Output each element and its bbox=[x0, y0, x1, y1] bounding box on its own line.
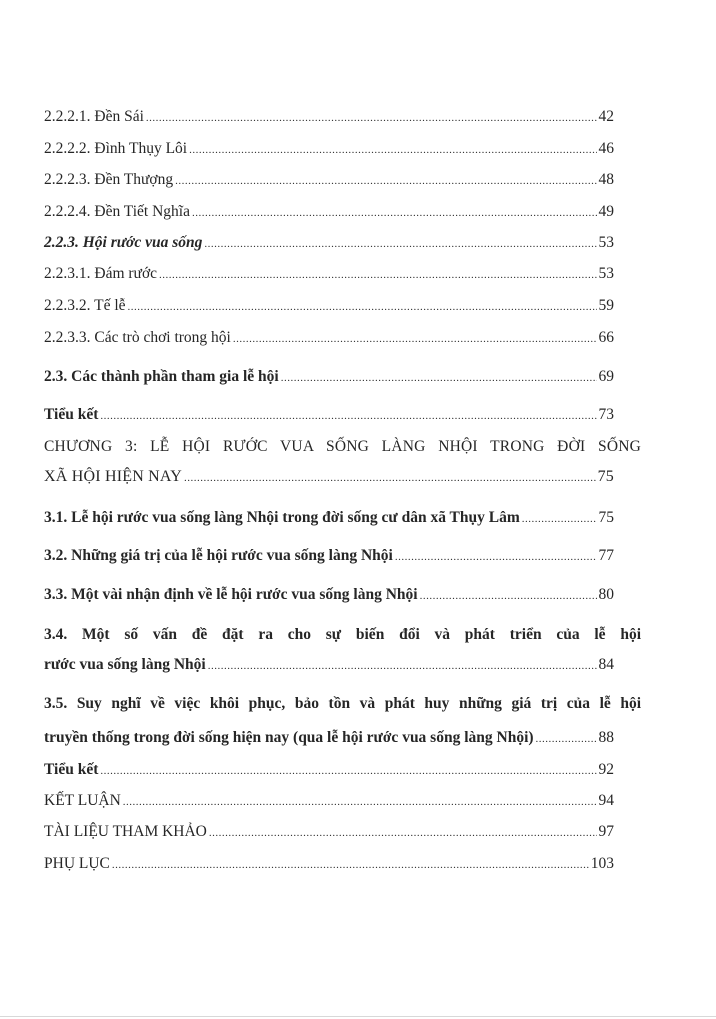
dot-leader bbox=[204, 234, 596, 254]
toc-page-number: 75 bbox=[597, 468, 614, 485]
toc-page-number: 94 bbox=[598, 792, 614, 809]
chapter-heading bbox=[44, 467, 614, 488]
toc-page-number: 46 bbox=[598, 140, 614, 157]
toc-page-number: 88 bbox=[598, 729, 614, 746]
toc-entry-section bbox=[44, 546, 614, 567]
toc-entry-appendix bbox=[44, 854, 614, 875]
toc-page-number: 75 bbox=[598, 509, 614, 526]
toc-entry-references bbox=[44, 822, 614, 843]
dot-leader bbox=[395, 547, 597, 567]
dot-leader bbox=[208, 656, 597, 676]
dot-leader bbox=[146, 108, 597, 128]
dot-leader bbox=[536, 729, 597, 749]
dot-leader bbox=[192, 203, 597, 223]
toc-entry-summary bbox=[44, 760, 614, 781]
toc-entry-title: Tiểu kết bbox=[44, 406, 99, 423]
dot-leader bbox=[189, 140, 596, 160]
dot-leader bbox=[159, 265, 596, 285]
dot-leader bbox=[184, 468, 596, 488]
toc-page-number: 49 bbox=[598, 203, 614, 220]
toc-entry-title: 2.2.2.3. Đền Thượng bbox=[44, 171, 174, 188]
toc-page-number: 69 bbox=[598, 368, 614, 385]
dot-leader bbox=[123, 792, 597, 812]
dot-leader bbox=[209, 823, 597, 843]
toc-entry bbox=[44, 139, 614, 160]
toc-entry-title: 2.2.3. Hội rước vua sống bbox=[44, 234, 203, 251]
toc-entry-title: 2.2.3.1. Đám rước bbox=[44, 265, 158, 282]
toc-entry-title: 3.2. Những giá trị của lễ hội rước vua sống làng Nhội bbox=[44, 547, 393, 564]
toc-entry-title: truyền thống trong đời sống hiện nay (qua lễ hội rước vua sống làng Nhội) bbox=[44, 729, 534, 746]
dot-leader bbox=[522, 509, 597, 529]
toc-entry-title: 2.3. Các thành phần tham gia lễ hội bbox=[44, 368, 279, 385]
toc-entry-title: 2.2.2.4. Đền Tiết Nghĩa bbox=[44, 203, 190, 220]
toc-entry bbox=[44, 296, 614, 317]
toc-page-number: 59 bbox=[598, 297, 614, 314]
toc-entry-title: rước vua sống làng Nhội bbox=[44, 656, 206, 673]
toc-entry-conclusion bbox=[44, 791, 614, 812]
toc-entry-section bbox=[44, 585, 614, 606]
toc-entry-title: TÀI LIỆU THAM KHẢO bbox=[44, 823, 207, 840]
toc-entry-title: 2.2.2.2. Đình Thụy Lôi bbox=[44, 140, 188, 157]
dot-leader bbox=[100, 406, 596, 426]
toc-entry bbox=[44, 170, 614, 191]
toc-entry bbox=[44, 202, 614, 223]
toc-page-number: 42 bbox=[598, 108, 614, 125]
toc-entry bbox=[44, 328, 614, 349]
toc-page-number: 92 bbox=[598, 761, 614, 778]
toc-entry-title: 2.2.3.2. Tế lễ bbox=[44, 297, 126, 314]
toc-entry-title: PHỤ LỤC bbox=[44, 855, 110, 872]
dot-leader bbox=[281, 368, 597, 388]
toc-entry-title: XÃ HỘI HIỆN NAY bbox=[44, 468, 182, 485]
toc-page-number: 66 bbox=[598, 329, 614, 346]
toc-page-number: 53 bbox=[598, 265, 614, 282]
dot-leader bbox=[420, 586, 597, 606]
chapter-heading-line1: CHƯƠNG 3: LỄ HỘI RƯỚC VUA SỐNG LÀNG NHỘI TRONG ĐỜI SỐNG bbox=[44, 438, 641, 455]
toc-entry-section bbox=[44, 508, 614, 529]
toc-entry-title: KẾT LUẬN bbox=[44, 792, 121, 809]
dot-leader bbox=[233, 329, 597, 349]
toc-entry-title: 3.1. Lễ hội rước vua sống làng Nhội trong đời sống cư dân xã Thụy Lâm bbox=[44, 509, 520, 526]
toc-page-number: 48 bbox=[598, 171, 614, 188]
toc-entry-line1: 3.4. Một số vấn đề đặt ra cho sự biến đổi và phát triển của lễ hội bbox=[44, 626, 641, 643]
toc-page-number: 53 bbox=[598, 234, 614, 251]
toc-entry-title: 2.2.3.3. Các trò chơi trong hội bbox=[44, 329, 231, 346]
dot-leader bbox=[100, 761, 596, 781]
toc-entry-line1: 3.5. Suy nghĩ về việc khôi phục, bảo tồn và phát huy những giá trị của lễ hội bbox=[44, 695, 641, 712]
toc-entry-section bbox=[44, 233, 614, 254]
toc-page-number: 77 bbox=[598, 547, 614, 564]
toc-entry-title: 2.2.2.1. Đền Sái bbox=[44, 108, 144, 125]
toc-entry bbox=[44, 264, 614, 285]
toc-entry bbox=[44, 107, 614, 128]
toc-page-number: 103 bbox=[590, 855, 614, 872]
toc-page-number: 80 bbox=[598, 586, 614, 603]
dot-leader bbox=[112, 855, 589, 875]
toc-page-number: 84 bbox=[598, 656, 614, 673]
dot-leader bbox=[175, 171, 596, 191]
toc-page-number: 97 bbox=[598, 823, 614, 840]
toc-entry-section bbox=[44, 728, 614, 749]
toc-entry-section bbox=[44, 655, 614, 676]
dot-leader bbox=[128, 297, 597, 317]
toc-page-number: 73 bbox=[598, 406, 614, 423]
toc-entry-title: Tiểu kết bbox=[44, 761, 99, 778]
toc-entry-section bbox=[44, 367, 614, 388]
page-bottom-edge bbox=[0, 1016, 716, 1017]
toc-entry-title: 3.3. Một vài nhận định về lễ hội rước vua sống làng Nhội bbox=[44, 586, 418, 603]
toc-entry-summary bbox=[44, 405, 614, 426]
